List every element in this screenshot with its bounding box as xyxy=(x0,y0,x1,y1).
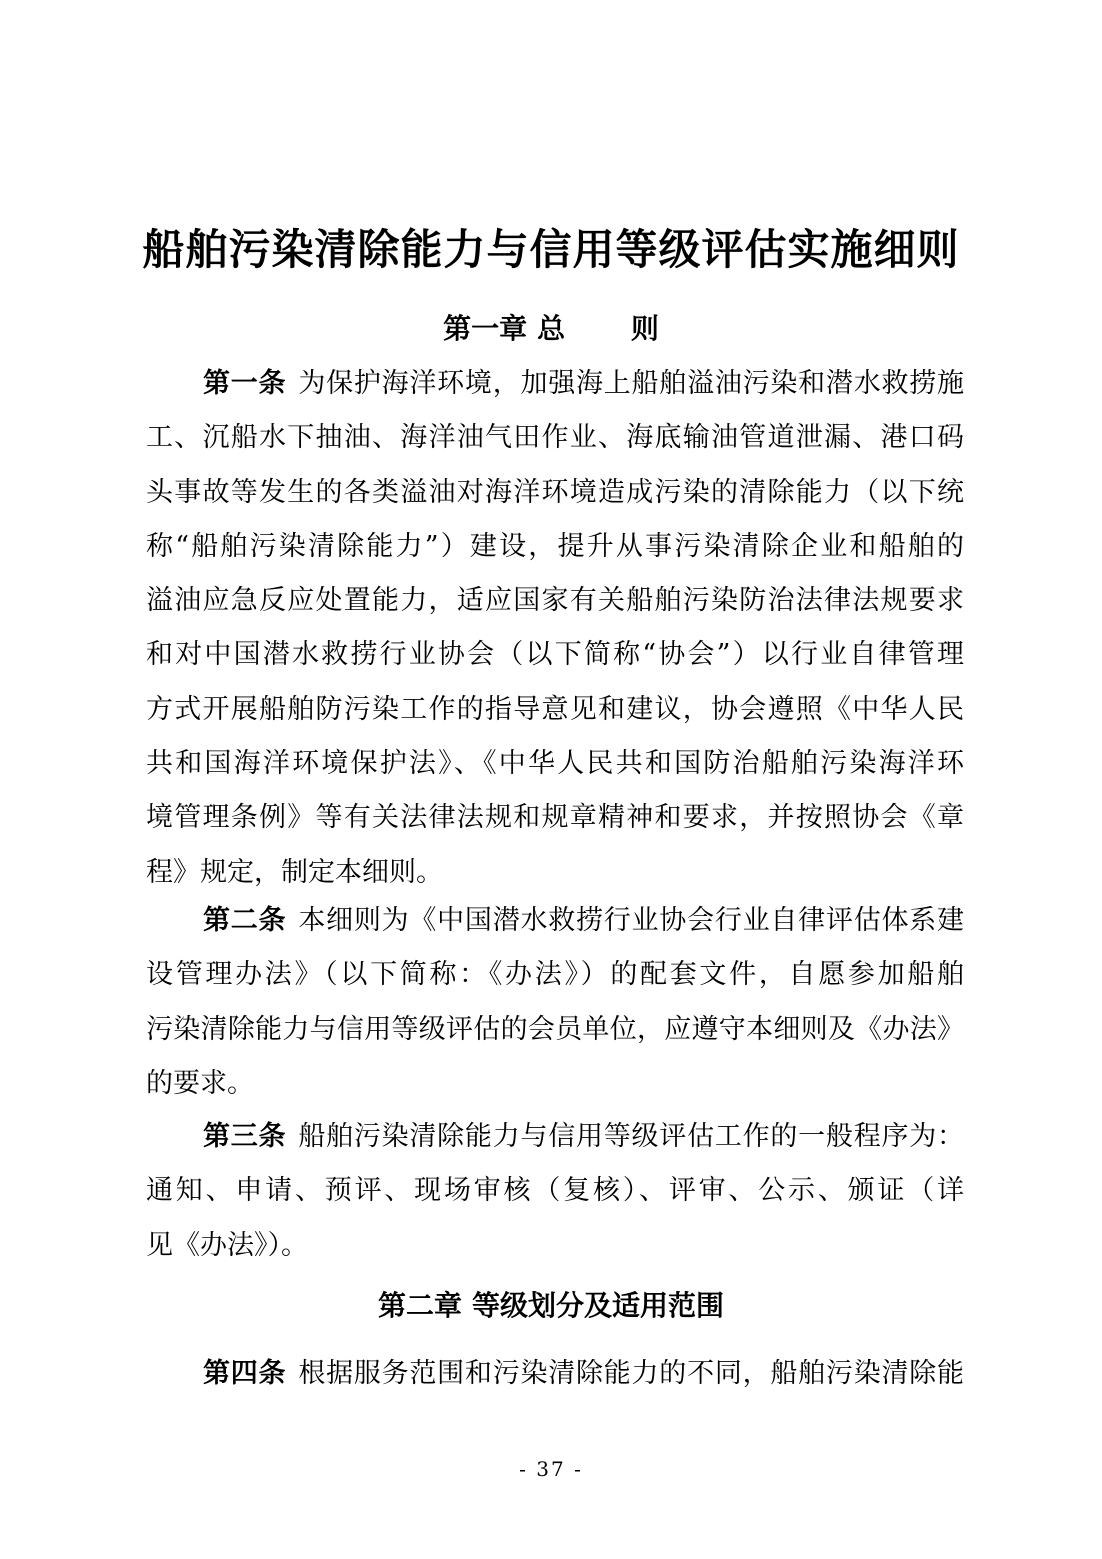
article-1-line: 第一条 为保护海洋环境，加强海上船舶溢油污染和潜水救捞施 xyxy=(203,368,965,399)
article-1-line: 程》规定，制定本细则。 xyxy=(146,856,443,888)
article-2-line: 第二条 本细则为《中国潜水救捞行业协会行业自律评估体系建 xyxy=(203,905,965,936)
article-3 xyxy=(146,1110,964,1273)
article-1-label: 第一条 xyxy=(203,368,287,399)
article-1-line: 共和国海洋环境保护法》、《中华人民共和国防治船舶污染海洋环 xyxy=(146,748,964,780)
article-1-line: 境管理条例》等有关法律法规和规章精神和要求，并按照协会《章 xyxy=(146,802,964,834)
article-1-line: 方式开展船舶防污染工作的指导意见和建议，协会遵照《中华人民 xyxy=(146,693,964,725)
article-4-line: 第四条 根据服务范围和污染清除能力的不同，船舶污染清除能 xyxy=(203,1358,965,1389)
article-3-line: 通知、申请、预评、现场审核（复核）、评审、公示、颁证（详 xyxy=(146,1175,964,1207)
page-number: - 37 - xyxy=(519,1457,583,1481)
chapter-2-number: 第二章 xyxy=(377,1289,462,1322)
article-1-line: 称“船舶污染清除能力”）建设，提升从事污染清除企业和船舶的 xyxy=(146,530,964,562)
article-2-label: 第二条 xyxy=(203,905,287,936)
article-1-line: 头事故等发生的各类溢油对海洋环境造成污染的清除能力（以下统 xyxy=(146,476,964,508)
article-1 xyxy=(146,357,964,900)
article-2-line: 的要求。 xyxy=(146,1067,254,1099)
document-title: 船舶污染清除能力与信用等级评估实施细则 xyxy=(142,225,960,274)
article-1-line: 工、沉船水下抽油、海洋油气田作业、海底输油管道泄漏、港口码 xyxy=(146,422,964,454)
article-1-line: 和对中国潜水救捞行业协会（以下简称“协会”）以行业自律管理 xyxy=(146,639,964,671)
article-2-line: 污染清除能力与信用等级评估的会员单位，应遵守本细则及《办法》 xyxy=(146,1013,964,1045)
article-4-label: 第四条 xyxy=(203,1358,287,1389)
article-4 xyxy=(146,1347,964,1401)
chapter-1-heading xyxy=(0,309,1102,349)
chapter-2-heading xyxy=(0,1286,1102,1326)
article-3-line: 第三条 船舶污染清除能力与信用等级评估工作的一般程序为： xyxy=(203,1121,965,1152)
chapter-1-name: 总 则 xyxy=(537,312,687,345)
article-2-line: 设管理办法》（以下简称：《办法》）的配套文件，自愿参加船舶 xyxy=(146,959,964,991)
article-2 xyxy=(146,894,964,1111)
chapter-1-number: 第一章 xyxy=(443,312,528,345)
chapter-2-name: 等级划分及适用范围 xyxy=(472,1289,725,1322)
article-3-line: 见《办法》）。 xyxy=(146,1229,308,1261)
article-1-line: 溢油应急反应处置能力，适应国家有关船舶污染防治法律法规要求 xyxy=(146,585,964,617)
article-3-label: 第三条 xyxy=(203,1121,287,1152)
